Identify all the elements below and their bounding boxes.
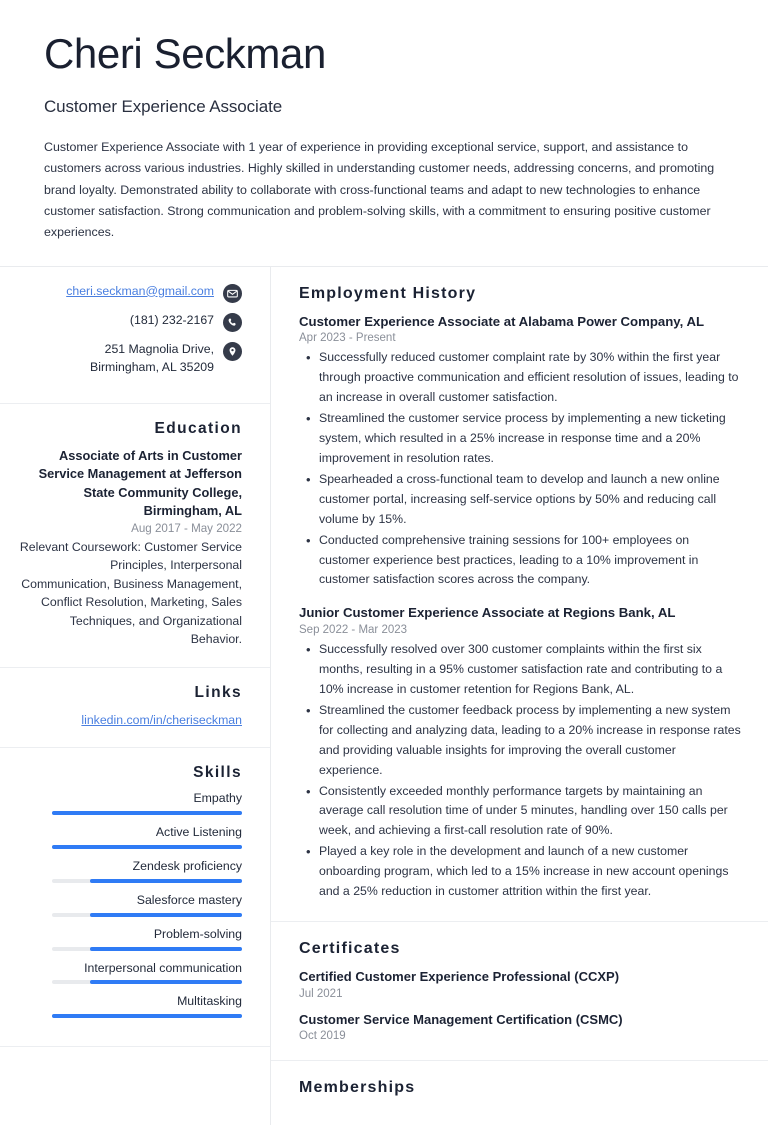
- contact-address: [90, 341, 214, 377]
- resume-header: [0, 0, 768, 266]
- skill-item: [18, 961, 242, 985]
- skill-item: [18, 859, 242, 883]
- skill-level-bar: [52, 980, 242, 984]
- memberships-section: [271, 1061, 768, 1125]
- skill-level-fill: [90, 879, 242, 883]
- employment-list: [299, 313, 742, 902]
- education-date: Aug 2017 - May 2022: [131, 521, 242, 535]
- certificates-section: [271, 922, 768, 1060]
- candidate-name: Cheri Seckman: [44, 30, 326, 77]
- certificate-date: Oct 2019: [299, 1030, 346, 1043]
- phone-icon: [223, 313, 242, 332]
- envelope-icon: [223, 284, 242, 303]
- professional-summary: Customer Experience Associate with 1 year of experience in providing exceptional service, support, and assistance to customers across various industries. Highly skilled in understanding customer needs, addressing concerns, and promoting brand loyalty. Demonstrated ability to collaborate with cross-functional teams and adapt to new technologies to enhance customer satisfaction. Strong communication and problem-solving skills, with a commitment to ensuring positive customer experiences.: [44, 140, 715, 240]
- contact-address-line2: Birmingham, AL 35209: [90, 359, 214, 374]
- contact-address-line1: 251 Magnolia Drive,: [104, 341, 214, 356]
- contact-address-row: [18, 341, 242, 377]
- employment-title: Junior Customer Experience Associate at Regions Bank, AL: [299, 605, 676, 621]
- employment-bullet: • Successfully reduced customer complaint rate by 30% within the first year through proactive communication and efficient resolution of issues, leading to an increase in overall customer satisfaction.: [299, 348, 742, 408]
- certificates-list: [299, 968, 742, 1042]
- skill-name: Interpersonal communication: [84, 960, 242, 975]
- certificate-date: Jul 2021: [299, 987, 343, 1000]
- employment-title: Customer Experience Associate at Alabama Power Company, AL: [299, 313, 705, 329]
- contact-phone: (181) 232-2167: [129, 312, 214, 327]
- skill-item: [18, 791, 242, 815]
- employment-bullet: • Successfully resolved over 300 customer complaints within the first six months, resulting in a 95% customer satisfaction rate and contributing to a 10% increase in customer retention for Regions Bank, AL.: [299, 640, 742, 700]
- skill-item: [18, 825, 242, 849]
- candidate-job-title: Customer Experience Associate: [44, 97, 283, 117]
- skill-level-fill: [90, 947, 242, 951]
- employment-bullet: • Played a key role in the development and launch of a new customer onboarding program, which led to a 15% increase in new account openings and a 25% reduction in customer attrition within the first year.: [299, 842, 742, 902]
- skill-item: [18, 893, 242, 917]
- employment-bullet: • Streamlined the customer feedback process by implementing a new system for collecting and analyzing data, leading to a 20% increase in response rates and providing valuable insights for improving the overall customer experience.: [299, 701, 742, 781]
- employment-bullets: [299, 348, 742, 590]
- education-degree: Associate of Arts in Customer Service Management at Jefferson State Community College, Birmingham, AL: [38, 448, 242, 518]
- link-item-linkedin[interactable]: linkedin.com/in/cheriseckman: [81, 712, 242, 727]
- right-column: [271, 267, 768, 1125]
- skill-level-fill: [52, 1014, 242, 1018]
- skill-name: Multitasking: [177, 994, 242, 1009]
- skills-section: [0, 748, 270, 1047]
- skill-level-bar: [52, 1014, 242, 1018]
- location-pin-icon: [223, 342, 242, 361]
- skill-name: Zendesk proficiency: [132, 858, 242, 873]
- memberships-heading: Memberships: [299, 1079, 416, 1097]
- employment-entry: [299, 604, 742, 902]
- employment-entry: [299, 313, 742, 591]
- skills-list: [18, 791, 242, 1019]
- skill-level-bar: [52, 913, 242, 917]
- skill-name: Salesforce mastery: [136, 892, 242, 907]
- links-section: [0, 668, 270, 747]
- skill-name: Empathy: [193, 790, 242, 805]
- employment-bullet: • Consistently exceeded monthly performance targets by maintaining an average call resolution time of under 5 minutes, handling over 150 calls per week, and achieving a first-call resolution rate of 90%.: [299, 782, 742, 842]
- resume-body: [0, 267, 768, 1125]
- skills-heading: Skills: [193, 763, 242, 781]
- skill-item: [18, 927, 242, 951]
- contact-email-row[interactable]: [18, 283, 242, 303]
- skill-level-fill: [90, 980, 242, 984]
- skill-level-bar: [52, 947, 242, 951]
- certificate-entry: [299, 968, 742, 1000]
- skill-level-fill: [52, 845, 242, 849]
- education-section: [0, 404, 270, 666]
- left-column: [0, 267, 271, 1125]
- employment-bullets: [299, 640, 742, 902]
- skill-level-bar: [52, 811, 242, 815]
- employment-bullet: • Spearheaded a cross-functional team to develop and launch a new online customer portal, increasing self-service options by 50% and reducing call volume by 15%.: [299, 470, 742, 530]
- skill-name: Active Listening: [155, 824, 242, 839]
- skill-name: Problem-solving: [153, 926, 242, 941]
- employment-section: [271, 267, 768, 921]
- certificates-heading: Certificates: [299, 939, 401, 957]
- left-divider-4: [0, 1046, 270, 1047]
- certificate-entry: [299, 1011, 742, 1043]
- links-heading: Links: [194, 683, 242, 701]
- employment-date: Apr 2023 - Present: [299, 332, 396, 345]
- employment-heading: Employment History: [299, 284, 477, 302]
- certificate-name: Certified Customer Experience Professional (CCXP): [299, 968, 620, 984]
- certificate-name: Customer Service Management Certification (CSMC): [299, 1011, 623, 1027]
- employment-date: Sep 2022 - Mar 2023: [299, 624, 408, 637]
- education-description: Relevant Coursework: Customer Service Principles, Interpersonal Communication, Business Management, Conflict Resolution, Marketing, Sales Techniques, and Organizational Behavior.: [19, 539, 242, 647]
- contact-phone-row[interactable]: [18, 312, 242, 332]
- employment-bullet: • Streamlined the customer service process by implementing a new ticketing system, which resulted in a 25% increase in response time and a 20% improvement in resolution rates.: [299, 409, 742, 469]
- skill-level-fill: [52, 811, 242, 815]
- employment-bullet: • Conducted comprehensive training sessions for 100+ employees on customer experience best practices, leading to a 10% improvement in customer satisfaction scores across the company.: [299, 531, 742, 591]
- skill-item: [18, 994, 242, 1018]
- education-heading: Education: [154, 420, 242, 438]
- skill-level-bar: [52, 845, 242, 849]
- skill-level-fill: [90, 913, 242, 917]
- contact-section: [0, 267, 270, 404]
- skill-level-bar: [52, 879, 242, 883]
- contact-email[interactable]: cheri.seckman@gmail.com: [66, 283, 214, 298]
